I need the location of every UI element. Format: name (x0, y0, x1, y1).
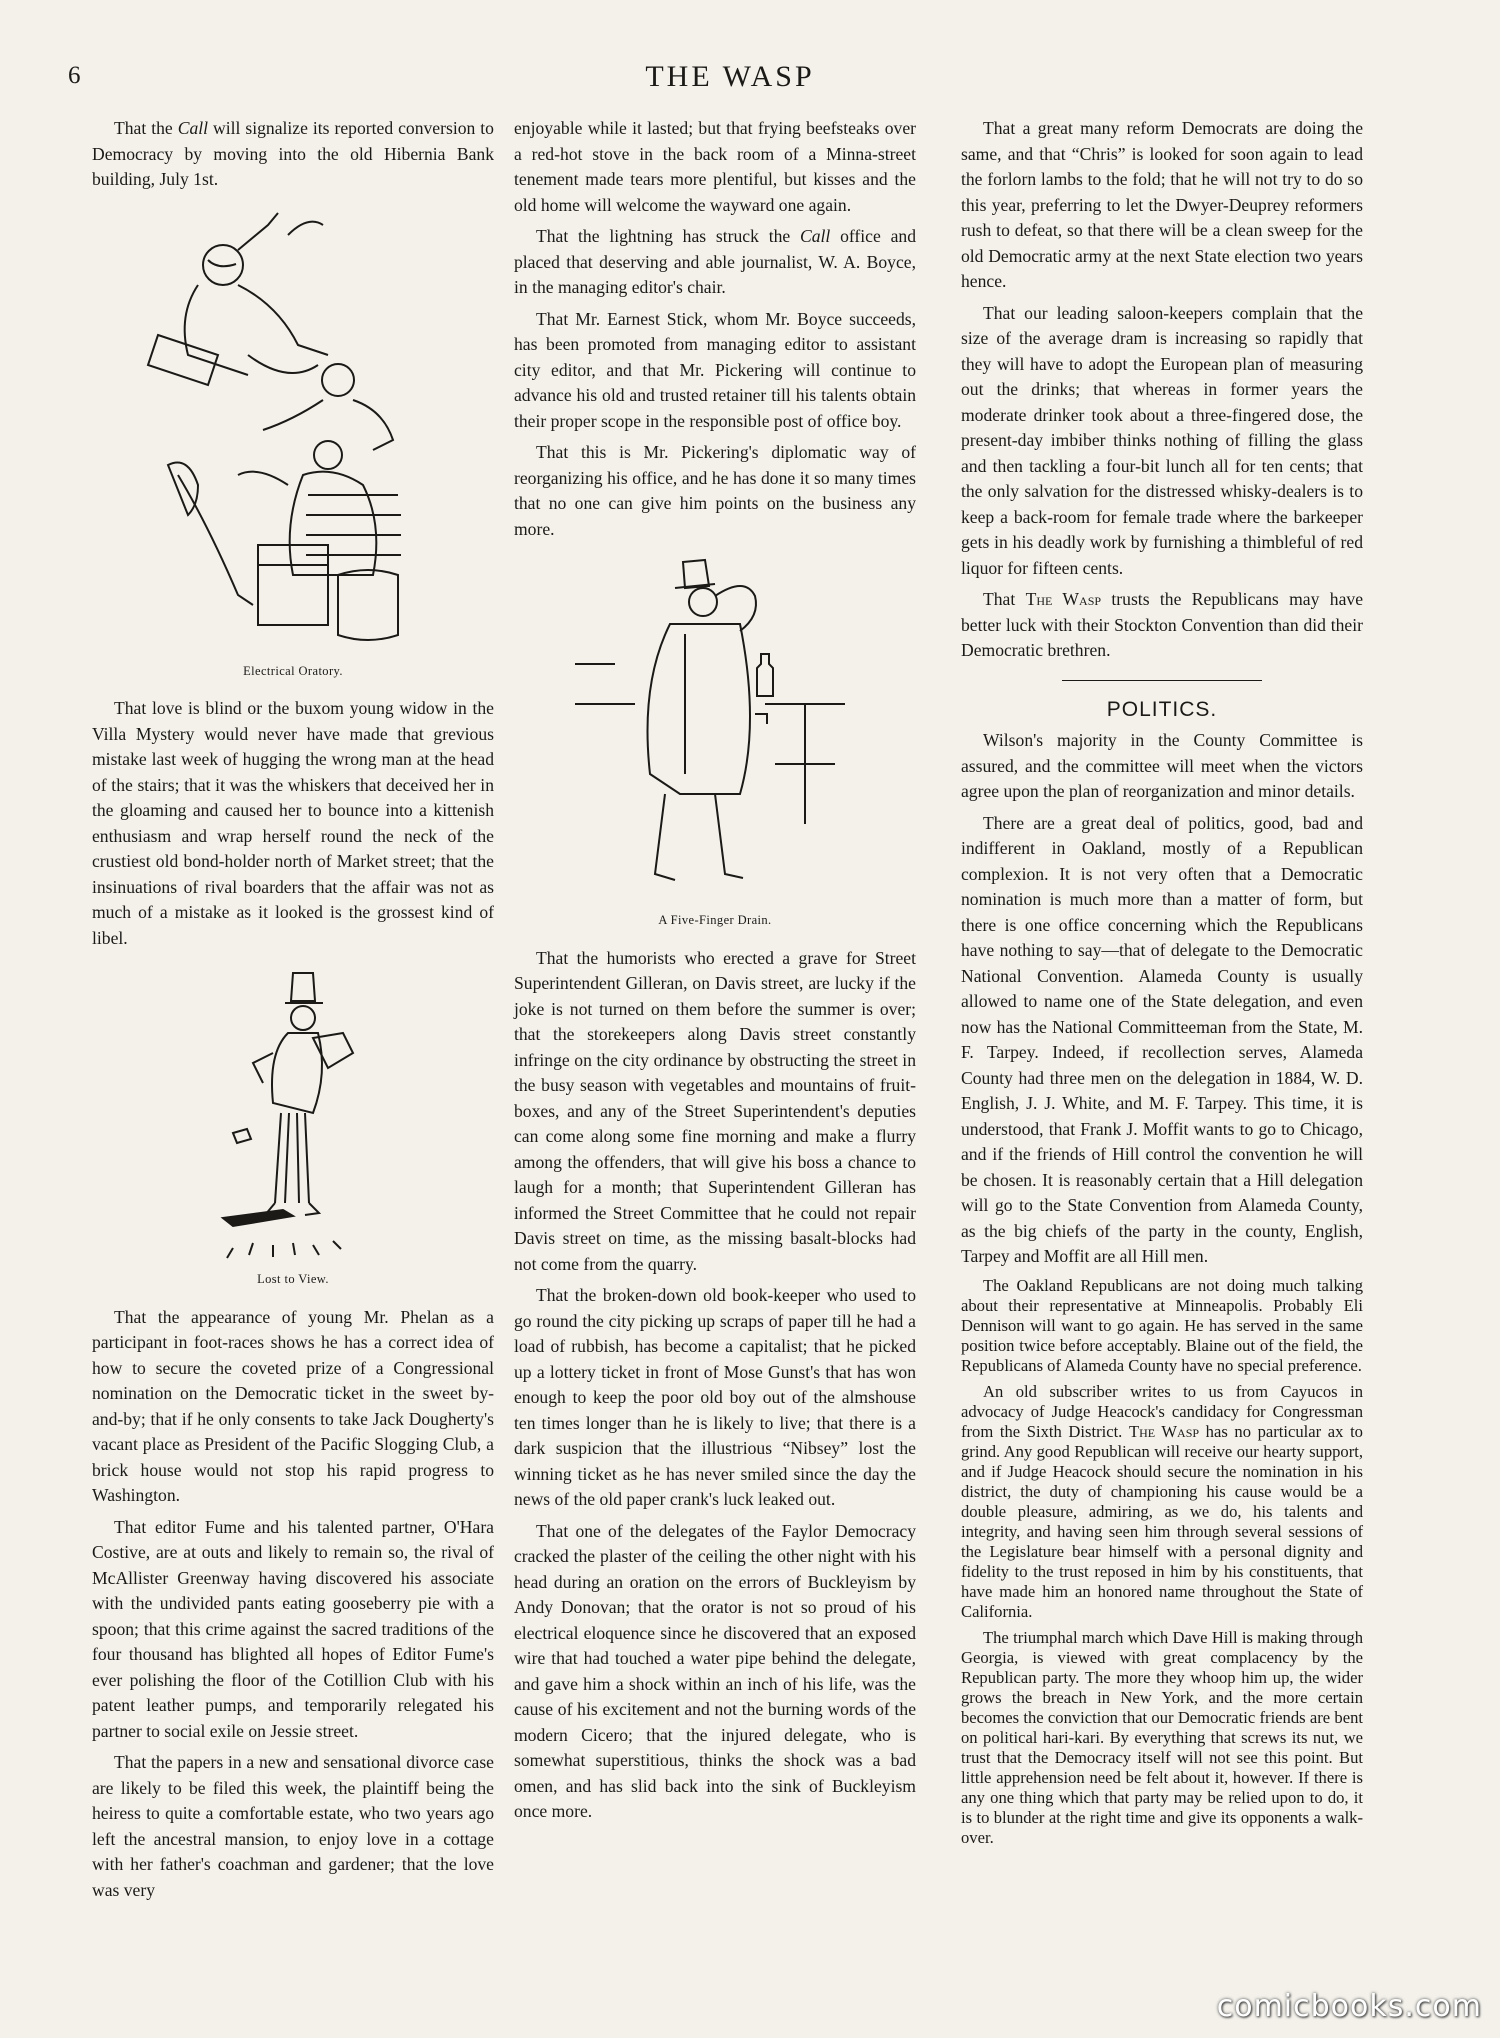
lost-to-view-illustration (193, 963, 393, 1263)
paragraph: That the appearance of young Mr. Phelan as a participant in foot-races shows he has a correct idea of how to secure the coveted prize of a Congressional nomination on the Democratic ticket in the sweet by-and-by; that if he only consents to take Jack Dougherty's vacant place as President of the Pacific Slogging Club, a brick house would not stop his rapid progress to Washington. (92, 1306, 494, 1505)
paragraph: That our leading saloon-keepers complain that the size of the average dram is increasing so rapidly that they will have to adopt the European plan of measuring out the drinks; that whereas in former years the moderate drinker took about a three-fingered dose, the present-day imbiber thinks nothing of filling the glass and then tackling a four-bit lunch all for ten cents; that the only salvation for the distressed whisky-dealers is to keep a back-room for female trade where the barkeeper gets in his deadly work by furnishing a thimbleful of red liquor for fifteen cents. (961, 302, 1363, 578)
illustration-caption: A Five-Finger Drain. (658, 913, 772, 927)
section-divider (1062, 680, 1262, 681)
paragraph: Wilson's majority in the County Committee is assured, and the committee will meet when the victors agree upon the plan of reorganization and minor details. (961, 730, 1363, 801)
paragraph: That Mr. Earnest Stick, whom Mr. Boyce succeeds, has been promoted from managing editor to assistant city editor, and that Mr. Pickering will continue to advance his old and trusted retainer till his talents obtain their proper scope in the responsible post of office boy. (514, 308, 916, 431)
paragraph: enjoyable while it lasted; but that frying beefsteaks over a red-hot stove in the back room of a Minna-street tenement made tears more plentiful, but kisses and the old home will welcome the wayward one again. (514, 118, 916, 215)
paragraph: That love is blind or the buxom young widow in the Villa Mystery would never have made that grevious mistake last week of hugging the wrong man at the head of the stairs; that it was the whiskers that deceived her in the gloaming and caused her to bounce into a kittenish enthusiasm and wrap herself round the neck of the crustiest old bond-holder north of Market street; that the insinuations of rival boarders that the affair was not as much of a mistake as it looked is the grossest kind of libel. (92, 698, 494, 948)
small-type-block (961, 1276, 1363, 1848)
column-middle (514, 116, 916, 1831)
paragraph: The triumphal march which Dave Hill is making through Georgia, is viewed with great complacency by the Republican party. The more they whoop him up, the wider grows the breach in New York, and the more certain becomes the conviction that our Democratic friends are bent on political hari-kari. By everything that screws its nut, we trust that the Democracy itself will not see this point. But little apprehension need be felt about it, however. If there is any one thing which that party may be relied upon to do, it is to blunder at the right time and give its opponents a walk-over. (961, 1627, 1363, 1847)
paragraph: That the papers in a new and sensational divorce case are likely to be filed this week, the plaintiff being the heiress to quite a comfortable estate, who two years ago left the ancestral mansion, to enjoy love in a cottage with her father's coachman and gardener; that the love was very (92, 1752, 494, 1900)
watermark: comicbooks.com (1216, 1989, 1482, 2024)
paragraph: That editor Fume and his talented partner, O'Hara Costive, are at outs and likely to remain so, the rival of McAllister Greenway having discovered his associate with the undivided pants eating gooseberry pie with a spoon; that this crime against the sacred traditions of the four thousand has blighted all hopes of Editor Fume's ever polishing the floor of the Cotillion Club with his patent leather pumps, and temporarily relegated his partner to social exile on Jessie street. (92, 1516, 494, 1741)
paragraph: An old subscriber writes to us from Cayucos in advocacy of Judge Heacock's candidacy for Congressman from the Sixth District. The Wasp has no particular ax to grind. Any good Republican will receive our hearty support, and if Judge Heacock should secure the nomination in his district, the duty of championing his cause would be a double pleasure, admiring, as we do, his talents and integrity, and having seen him through several sessions of the Legislature bear himself with a personal dignity and fidelity to the trust reposed in him by his constituents, that have made him an honored name throughout the State of California. (961, 1381, 1363, 1621)
paragraph: That the broken-down old book-keeper who used to go round the city picking up scraps of paper till he had a load of rubbish, has become a capitalist; that he picked up a lottery ticket in front of Mose Gunst's that has won enough to keep the poor old boy out of the almshouse ten times longer than he is likely to live; that there is a dark suspicion that the illustrious “Nibsey” lost the winning ticket as he has never smiled since the day the news of the old paper crank's luck leaked out. (514, 1285, 916, 1509)
electrical-oratory-illustration (138, 205, 448, 655)
column-left (92, 116, 494, 1909)
five-finger-drain-illustration (565, 554, 865, 904)
paragraph: There are a great deal of politics, good, bad and indifferent in Oakland, mostly of a Republican complexion. It is not very often that a Democratic nomination is much more than a matter of form, but there is one office concerning which the Republicans have nothing to say—that of delegate to the Democratic National Convention. Alameda County is usually allowed to name one of the State delegation, and even now has the National Committeeman from the State, M. F. Tarpey. Indeed, if recollection serves, Alameda County had three men on the delegation in 1884, W. D. English, J. J. White, and M. F. Tarpey. This time, it is understood, that Frank J. Moffit wants to go to Chicago, and if the friends of Hill control the convention he will be chosen. It is reasonably certain that a Hill delegation will go to the State Convention from Alameda County, as the big chiefs of the party in the county, English, Tarpey and Moffit are all Hill men. (961, 812, 1363, 1266)
paragraph: That a great many reform Democrats are doing the same, and that “Chris” is looked for soon again to lead the forlorn lambs to the fold; that he will not try to do so this year, preferring to let the Dwyer-Deuprey reformers rush to defeat, so that there will be a clean sweep for the old Democratic army at the next State election two years hence. (961, 118, 1363, 291)
illustration-caption: Lost to View. (257, 1272, 329, 1286)
section-heading: POLITICS. (1106, 697, 1218, 721)
paragraph: That one of the delegates of the Faylor Democracy cracked the plaster of the ceiling the other night with his head during an oration on the errors of Buckleyism by Andy Donovan; that the orator is not so proud of his electrical eloquence since he discovered that an exposed wire that had touched a water pipe behind the delegate, and gave him a shock within an inch of his life, was the cause of his excitement and not the burning words of the modern Cicero; that the injured delegate, who is somewhat superstitious, thinks the shock was a bad omen, and has slid back into the sink of Buckleyism once more. (514, 1520, 916, 1821)
paragraph: That the lightning has struck the Call office and placed that deserving and able journalist, W. A. Boyce, in the managing editor's chair. (514, 226, 916, 297)
page-title: THE WASP (645, 60, 815, 93)
illustration-caption: Electrical Oratory. (243, 663, 343, 678)
paragraph: That this is Mr. Pickering's diplomatic way of reorganizing his office, and he has done it so many times that no one can give him points on the business any more. (514, 442, 916, 539)
column-right (961, 116, 1363, 1854)
paragraph: That the Call will signalize its reported conversion to Democracy by moving into the old Hibernia Bank building, July 1st. (92, 118, 494, 189)
paragraph: That The Wasp trusts the Republicans may have better luck with their Stockton Convention than did their Democratic brethren. (961, 589, 1363, 660)
paragraph: The Oakland Republicans are not doing much talking about their representative at Minneapolis. Probably Eli Dennison will want to go again. He has served in the same position twice before acceptably. Blaine out of the field, the Republicans of Alameda County have no special preference. (961, 1275, 1363, 1375)
paragraph: That the humorists who erected a grave for Street Superintendent Gilleran, on Davis street, are lucky if the joke is not turned on them before the summer is over; that the storekeepers along Davis street constantly infringe on the city ordinance by obstructing the street in the busy season with vegetables and mountains of fruit-boxes, and any of the Street Superintendent's deputies can come along some fine morning and make a flurry among the offenders, that will give his boss a chance to laugh for a month; that Superintendent Gilleran has informed the Street Committee that he could not repair Davis street on time, as the missing basalt-blocks had not come from the quarry. (514, 947, 916, 1274)
page-number: 6 (68, 62, 81, 89)
